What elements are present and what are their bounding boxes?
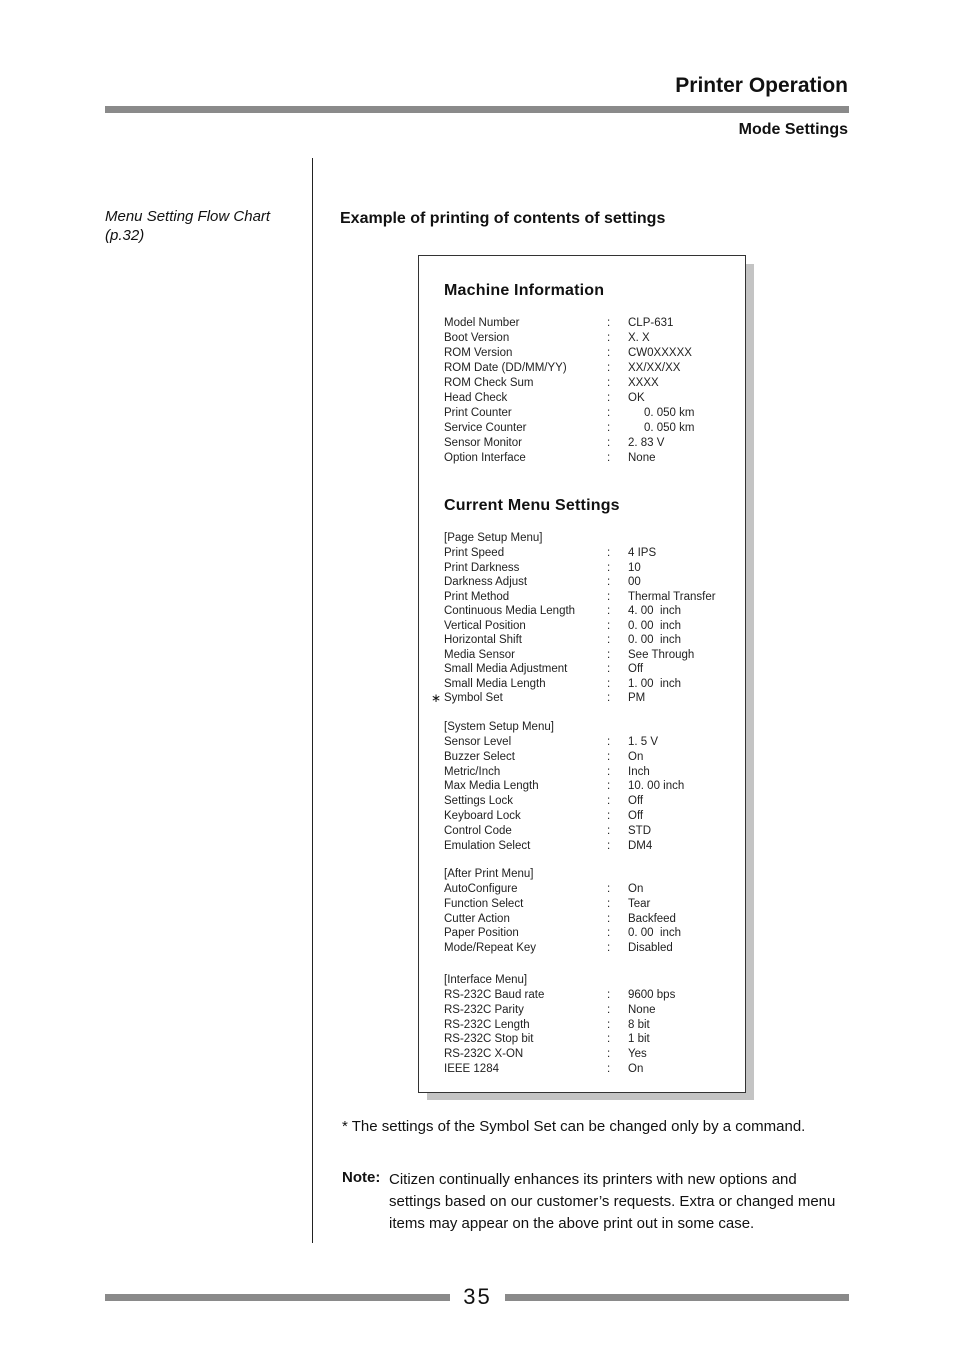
- interface-row: [444, 1003, 739, 1018]
- page-setup-value: 10: [628, 561, 641, 574]
- machine-info-row: [444, 346, 739, 361]
- colon-separator: :: [607, 663, 611, 675]
- interface-value: 1 bit: [628, 1033, 650, 1046]
- page-setup-value: 0. 00 inch: [628, 619, 682, 632]
- interface-label: RS-232C Stop bit: [444, 1033, 534, 1046]
- colon-separator: :: [607, 1018, 611, 1031]
- interface-group-title: [Interface Menu]: [444, 974, 528, 986]
- colon-separator: :: [607, 407, 611, 419]
- machine-info-label: Option Interface: [444, 452, 526, 464]
- page-setup-row: [444, 662, 739, 677]
- colon-separator: :: [607, 795, 611, 808]
- system-setup-value: Off: [628, 795, 644, 808]
- after-print-label: Mode/Repeat Key: [444, 942, 537, 955]
- page-setup-value: 00: [628, 576, 641, 588]
- after-print-group-title: [After Print Menu]: [444, 868, 534, 880]
- page-setup-label: Symbol Set: [444, 692, 503, 704]
- system-setup-label: Buzzer Select: [444, 750, 515, 763]
- system-setup-value: DM4: [628, 839, 653, 852]
- page-setup-label: Small Media Adjustment: [444, 663, 568, 675]
- colon-separator: :: [607, 780, 611, 793]
- page-setup-value: Off: [628, 663, 644, 675]
- colon-separator: :: [607, 561, 611, 574]
- colon-separator: :: [607, 437, 611, 449]
- printout-box: [418, 255, 746, 1093]
- colon-separator: :: [607, 317, 611, 329]
- interface-label: RS-232C Parity: [444, 1003, 524, 1016]
- machine-info-row: [444, 436, 739, 451]
- page-setup-value: 0. 00 inch: [628, 634, 682, 646]
- machine-info-label: Boot Version: [444, 332, 510, 344]
- header-subtitle: Mode Settings: [738, 121, 848, 138]
- system-setup-label: Max Media Length: [444, 780, 539, 793]
- interface-row: [444, 1047, 739, 1062]
- colon-separator: :: [607, 648, 611, 661]
- machine-info-row: [444, 331, 739, 346]
- system-setup-row: [444, 765, 739, 780]
- column-divider: [312, 158, 313, 1243]
- machine-info-value: 0. 050 km: [628, 422, 695, 434]
- page-setup-row: [444, 561, 739, 576]
- machine-info-label: Model Number: [444, 317, 520, 329]
- interface-label: RS-232C Baud rate: [444, 989, 545, 1001]
- page-setup-row: [444, 619, 739, 634]
- section-title: Example of printing of contents of settings: [340, 210, 666, 227]
- colon-separator: :: [607, 736, 611, 748]
- machine-info-value: X. X: [628, 332, 650, 344]
- system-setup-row: [444, 750, 739, 765]
- system-setup-value: Inch: [628, 765, 650, 778]
- interface-value: 9600 bps: [628, 989, 676, 1001]
- after-print-value: Tear: [628, 897, 651, 910]
- colon-separator: :: [607, 605, 611, 617]
- machine-info-row: [444, 316, 739, 331]
- after-print-label: AutoConfigure: [444, 883, 518, 895]
- page-setup-row: [444, 575, 739, 590]
- machine-info-row: [444, 451, 739, 466]
- colon-separator: :: [607, 452, 611, 464]
- note-text: Citizen continually enhances its printers with new options and settings based on our customer’s requests. Extra or changed menu items may appear on the above print out in some case.: [389, 1171, 836, 1232]
- colon-separator: :: [607, 422, 611, 434]
- interface-row: [444, 1018, 739, 1033]
- after-print-value: On: [628, 883, 644, 895]
- colon-separator: :: [607, 347, 611, 359]
- footer-bar-right: [505, 1294, 849, 1301]
- system-setup-label: Sensor Level: [444, 736, 512, 748]
- page-setup-label: Continuous Media Length: [444, 605, 576, 617]
- after-print-value: 0. 00 inch: [628, 927, 682, 940]
- colon-separator: :: [607, 590, 611, 603]
- colon-separator: :: [607, 362, 611, 374]
- colon-separator: :: [607, 547, 611, 559]
- colon-separator: :: [607, 576, 611, 588]
- colon-separator: :: [607, 619, 611, 632]
- machine-info-row: [444, 421, 739, 436]
- page-setup-row: [444, 604, 739, 619]
- colon-separator: :: [607, 634, 611, 646]
- interface-value: None: [628, 1003, 656, 1016]
- page-setup-row: [444, 691, 739, 706]
- page-setup-label: Vertical Position: [444, 619, 526, 632]
- symbol-set-asterisk: ∗: [431, 691, 442, 705]
- page-number: 35: [463, 1284, 492, 1309]
- system-setup-label: Control Code: [444, 824, 512, 837]
- system-setup-row: [444, 779, 739, 794]
- machine-info-label: ROM Check Sum: [444, 377, 534, 389]
- page-setup-label: Print Darkness: [444, 561, 520, 574]
- machine-info-label: Print Counter: [444, 407, 512, 419]
- machine-info-value: None: [628, 452, 656, 464]
- after-print-row: [444, 912, 739, 927]
- colon-separator: :: [607, 989, 611, 1001]
- after-print-row: [444, 882, 739, 897]
- system-setup-row: [444, 824, 739, 839]
- machine-info-value: OK: [628, 392, 645, 404]
- after-print-label: Paper Position: [444, 927, 519, 940]
- colon-separator: :: [607, 1033, 611, 1046]
- system-setup-value: 1. 5 V: [628, 736, 659, 748]
- system-setup-label: Emulation Select: [444, 839, 531, 852]
- page-setup-row: [444, 590, 739, 605]
- page-setup-label: Small Media Length: [444, 677, 546, 690]
- page-setup-value: 4. 00 inch: [628, 605, 682, 617]
- machine-info-label: Sensor Monitor: [444, 437, 522, 449]
- current-menu-heading: Current Menu Settings: [444, 497, 620, 514]
- page-setup-label: Horizontal Shift: [444, 634, 522, 646]
- machine-info-heading: Machine Information: [444, 282, 605, 299]
- after-print-value: Backfeed: [628, 912, 676, 925]
- system-setup-row: [444, 794, 739, 809]
- colon-separator: :: [607, 332, 611, 344]
- machine-info-value: 0. 050 km: [628, 407, 695, 419]
- system-setup-value: 10. 00 inch: [628, 780, 685, 793]
- machine-info-row: [444, 406, 739, 421]
- header-title: Printer Operation: [675, 74, 848, 97]
- machine-info-label: Service Counter: [444, 422, 527, 434]
- page-setup-value: 4 IPS: [628, 547, 657, 559]
- machine-info-row: [444, 376, 739, 391]
- machine-info-row: [444, 361, 739, 376]
- footer-bar-left: [105, 1294, 450, 1301]
- colon-separator: :: [607, 1003, 611, 1016]
- interface-label: IEEE 1284: [444, 1063, 499, 1075]
- colon-separator: :: [607, 883, 611, 895]
- system-setup-label: Settings Lock: [444, 795, 514, 808]
- after-print-label: Cutter Action: [444, 912, 510, 925]
- page-setup-label: Print Speed: [444, 547, 505, 559]
- colon-separator: :: [607, 897, 611, 910]
- side-note-line2: (p.32): [105, 227, 145, 244]
- colon-separator: :: [607, 677, 611, 690]
- page-setup-value: Thermal Transfer: [628, 590, 716, 603]
- page-setup-group-title: [Page Setup Menu]: [444, 532, 543, 544]
- machine-info-label: Head Check: [444, 392, 508, 404]
- after-print-value: Disabled: [628, 942, 673, 955]
- system-setup-label: Metric/Inch: [444, 765, 501, 778]
- colon-separator: :: [607, 392, 611, 404]
- system-setup-value: On: [628, 750, 644, 763]
- colon-separator: :: [607, 824, 611, 837]
- interface-row: [444, 988, 739, 1003]
- colon-separator: :: [607, 927, 611, 940]
- interface-value: 8 bit: [628, 1018, 650, 1031]
- interface-value: Yes: [628, 1048, 647, 1061]
- colon-separator: :: [607, 692, 611, 704]
- page-setup-row: [444, 677, 739, 692]
- system-setup-row: [444, 809, 739, 824]
- page-setup-row: [444, 648, 739, 663]
- machine-info-value: XXXX: [628, 377, 659, 389]
- machine-info-value: CLP-631: [628, 317, 674, 329]
- system-setup-value: Off: [628, 810, 644, 822]
- colon-separator: :: [607, 839, 611, 852]
- system-setup-row: [444, 839, 739, 854]
- header-bar: [105, 106, 849, 113]
- interface-row: [444, 1062, 739, 1077]
- colon-separator: :: [607, 1063, 611, 1075]
- interface-label: RS-232C Length: [444, 1018, 530, 1031]
- side-note-line1: Menu Setting Flow Chart: [105, 208, 271, 225]
- note-label: Note:: [342, 1169, 381, 1186]
- colon-separator: :: [607, 765, 611, 778]
- system-setup-value: STD: [628, 824, 651, 837]
- machine-info-label: ROM Version: [444, 347, 513, 359]
- machine-info-value: CW0XXXXX: [628, 347, 692, 359]
- page-setup-label: Print Method: [444, 590, 510, 603]
- after-print-label: Function Select: [444, 897, 524, 910]
- machine-info-label: ROM Date (DD/MM/YY): [444, 362, 567, 374]
- machine-info-row: [444, 391, 739, 406]
- page-setup-row: [444, 546, 739, 561]
- footnote: * The settings of the Symbol Set can be changed only by a command.: [342, 1118, 806, 1135]
- page-setup-value: 1. 00 inch: [628, 677, 682, 690]
- colon-separator: :: [607, 1048, 611, 1061]
- side-note: [105, 207, 295, 245]
- interface-label: RS-232C X-ON: [444, 1048, 524, 1061]
- system-setup-label: Keyboard Lock: [444, 810, 521, 822]
- system-setup-group-title: [System Setup Menu]: [444, 721, 554, 733]
- system-setup-row: [444, 735, 739, 750]
- colon-separator: :: [607, 377, 611, 389]
- interface-row: [444, 1032, 739, 1047]
- after-print-row: [444, 926, 739, 941]
- colon-separator: :: [607, 942, 611, 955]
- page-setup-label: Media Sensor: [444, 648, 515, 661]
- page-setup-label: Darkness Adjust: [444, 576, 528, 588]
- after-print-row: [444, 897, 739, 912]
- colon-separator: :: [607, 750, 611, 763]
- interface-value: On: [628, 1063, 644, 1075]
- page-setup-value: PM: [628, 692, 646, 704]
- page-setup-row: [444, 633, 739, 648]
- colon-separator: :: [607, 810, 611, 822]
- colon-separator: :: [607, 912, 611, 925]
- after-print-row: [444, 941, 739, 956]
- machine-info-value: 2. 83 V: [628, 437, 665, 449]
- machine-info-value: XX/XX/XX: [628, 362, 681, 374]
- page-setup-value: See Through: [628, 648, 695, 661]
